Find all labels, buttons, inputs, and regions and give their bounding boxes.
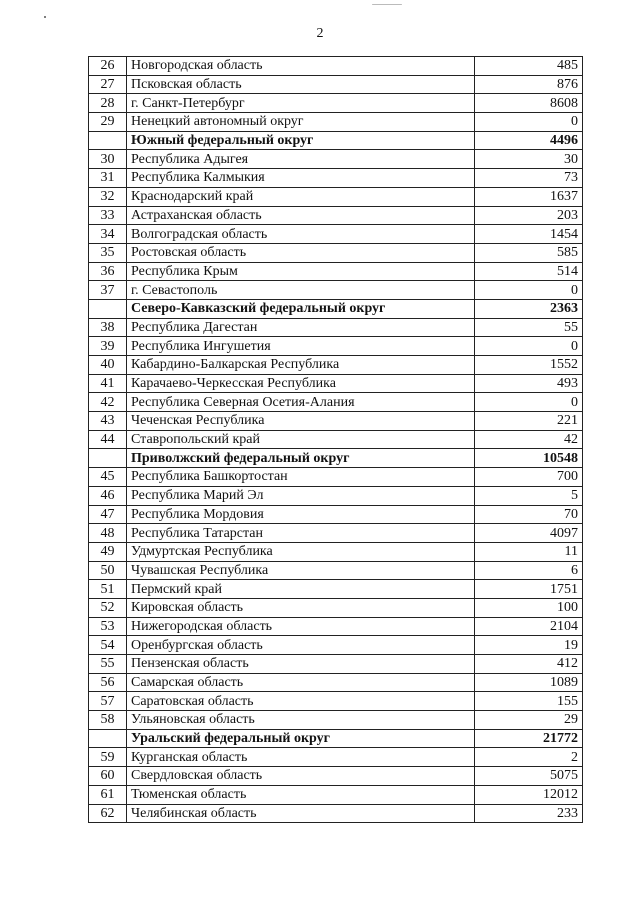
district-name: Приволжский федеральный округ xyxy=(127,449,475,468)
table-row xyxy=(89,113,583,132)
row-number: 47 xyxy=(89,505,127,524)
row-number: 32 xyxy=(89,187,127,206)
region-name: Удмуртская Республика xyxy=(127,542,475,561)
row-number: 50 xyxy=(89,561,127,580)
table-row xyxy=(89,785,583,804)
region-name: Челябинская область xyxy=(127,804,475,823)
table-row xyxy=(89,150,583,169)
scan-speck xyxy=(372,4,402,5)
region-name: Кабардино-Балкарская Республика xyxy=(127,356,475,375)
row-number: 58 xyxy=(89,711,127,730)
region-value: 1637 xyxy=(475,187,583,206)
district-row xyxy=(89,131,583,150)
row-number: 27 xyxy=(89,75,127,94)
row-number: 52 xyxy=(89,598,127,617)
region-name: Ростовская область xyxy=(127,243,475,262)
region-name: Республика Татарстан xyxy=(127,524,475,543)
district-name: Южный федеральный округ xyxy=(127,131,475,150)
region-name: Нижегородская область xyxy=(127,617,475,636)
district-total: 4496 xyxy=(475,131,583,150)
table-row xyxy=(89,187,583,206)
region-name: Астраханская область xyxy=(127,206,475,225)
region-value: 700 xyxy=(475,468,583,487)
region-name: Ставропольский край xyxy=(127,430,475,449)
table-row xyxy=(89,524,583,543)
row-number: 61 xyxy=(89,785,127,804)
table-row xyxy=(89,617,583,636)
region-name: Чувашская Республика xyxy=(127,561,475,580)
table-row xyxy=(89,75,583,94)
region-value: 42 xyxy=(475,430,583,449)
table-row xyxy=(89,580,583,599)
region-value: 485 xyxy=(475,57,583,76)
table-row xyxy=(89,262,583,281)
region-name: г. Санкт-Петербург xyxy=(127,94,475,113)
region-value: 0 xyxy=(475,337,583,356)
table-row xyxy=(89,430,583,449)
row-number: 42 xyxy=(89,393,127,412)
row-number xyxy=(89,449,127,468)
region-value: 11 xyxy=(475,542,583,561)
region-name: Псковская область xyxy=(127,75,475,94)
table-row xyxy=(89,655,583,674)
row-number: 37 xyxy=(89,281,127,300)
region-value: 5 xyxy=(475,486,583,505)
row-number: 46 xyxy=(89,486,127,505)
row-number xyxy=(89,131,127,150)
row-number: 57 xyxy=(89,692,127,711)
region-name: Самарская область xyxy=(127,673,475,692)
row-number: 40 xyxy=(89,356,127,375)
region-name: Курганская область xyxy=(127,748,475,767)
table-row xyxy=(89,318,583,337)
district-total: 21772 xyxy=(475,729,583,748)
region-value: 233 xyxy=(475,804,583,823)
region-value: 73 xyxy=(475,169,583,188)
row-number: 51 xyxy=(89,580,127,599)
page-number: 2 xyxy=(316,26,324,41)
table-row xyxy=(89,225,583,244)
table-row xyxy=(89,542,583,561)
region-name: Пензенская область xyxy=(127,655,475,674)
region-value: 493 xyxy=(475,374,583,393)
region-name: Пермский край xyxy=(127,580,475,599)
region-value: 0 xyxy=(475,113,583,132)
district-total: 2363 xyxy=(475,299,583,318)
region-value: 30 xyxy=(475,150,583,169)
row-number: 41 xyxy=(89,374,127,393)
region-value: 6 xyxy=(475,561,583,580)
region-value: 876 xyxy=(475,75,583,94)
table-row xyxy=(89,468,583,487)
region-name: Карачаево-Черкесская Республика xyxy=(127,374,475,393)
row-number: 29 xyxy=(89,113,127,132)
table-row xyxy=(89,636,583,655)
table-row xyxy=(89,598,583,617)
table-row xyxy=(89,206,583,225)
region-name: Республика Крым xyxy=(127,262,475,281)
regions-table-body xyxy=(89,57,583,823)
row-number: 30 xyxy=(89,150,127,169)
row-number: 43 xyxy=(89,412,127,431)
table-row xyxy=(89,57,583,76)
region-value: 1454 xyxy=(475,225,583,244)
table-row xyxy=(89,692,583,711)
regions-table xyxy=(88,56,583,823)
table-row xyxy=(89,486,583,505)
table-row xyxy=(89,804,583,823)
district-name: Уральский федеральный округ xyxy=(127,729,475,748)
region-name: Республика Мордовия xyxy=(127,505,475,524)
table-row xyxy=(89,412,583,431)
region-name: Саратовская область xyxy=(127,692,475,711)
region-name: Республика Адыгея xyxy=(127,150,475,169)
table-row xyxy=(89,374,583,393)
table-row xyxy=(89,337,583,356)
row-number: 53 xyxy=(89,617,127,636)
region-value: 2 xyxy=(475,748,583,767)
row-number: 59 xyxy=(89,748,127,767)
row-number: 35 xyxy=(89,243,127,262)
table-row xyxy=(89,243,583,262)
row-number: 39 xyxy=(89,337,127,356)
region-value: 1552 xyxy=(475,356,583,375)
table-row xyxy=(89,505,583,524)
region-value: 221 xyxy=(475,412,583,431)
table-row xyxy=(89,767,583,786)
scan-speck xyxy=(44,16,46,18)
region-value: 1089 xyxy=(475,673,583,692)
row-number: 62 xyxy=(89,804,127,823)
region-name: Кировская область xyxy=(127,598,475,617)
row-number: 36 xyxy=(89,262,127,281)
region-value: 203 xyxy=(475,206,583,225)
row-number: 60 xyxy=(89,767,127,786)
region-name: Оренбургская область xyxy=(127,636,475,655)
table-row xyxy=(89,393,583,412)
row-number: 48 xyxy=(89,524,127,543)
table-row xyxy=(89,281,583,300)
row-number: 33 xyxy=(89,206,127,225)
row-number: 54 xyxy=(89,636,127,655)
region-name: Республика Северная Осетия-Алания xyxy=(127,393,475,412)
region-value: 585 xyxy=(475,243,583,262)
region-value: 12012 xyxy=(475,785,583,804)
row-number: 45 xyxy=(89,468,127,487)
region-value: 155 xyxy=(475,692,583,711)
district-total: 10548 xyxy=(475,449,583,468)
district-row xyxy=(89,299,583,318)
district-row xyxy=(89,449,583,468)
region-value: 2104 xyxy=(475,617,583,636)
region-name: Ульяновская область xyxy=(127,711,475,730)
region-value: 8608 xyxy=(475,94,583,113)
region-name: Краснодарский край xyxy=(127,187,475,206)
row-number: 26 xyxy=(89,57,127,76)
region-name: Республика Ингушетия xyxy=(127,337,475,356)
region-value: 1751 xyxy=(475,580,583,599)
table-row xyxy=(89,711,583,730)
region-name: г. Севастополь xyxy=(127,281,475,300)
region-name: Республика Марий Эл xyxy=(127,486,475,505)
region-value: 4097 xyxy=(475,524,583,543)
region-name: Новгородская область xyxy=(127,57,475,76)
region-value: 412 xyxy=(475,655,583,674)
region-name: Чеченская Республика xyxy=(127,412,475,431)
row-number: 55 xyxy=(89,655,127,674)
table-row xyxy=(89,169,583,188)
region-value: 29 xyxy=(475,711,583,730)
district-row xyxy=(89,729,583,748)
row-number: 49 xyxy=(89,542,127,561)
table-row xyxy=(89,356,583,375)
region-name: Свердловская область xyxy=(127,767,475,786)
region-value: 0 xyxy=(475,281,583,300)
district-name: Северо-Кавказский федеральный округ xyxy=(127,299,475,318)
region-value: 55 xyxy=(475,318,583,337)
row-number xyxy=(89,299,127,318)
table-row xyxy=(89,673,583,692)
table-row xyxy=(89,94,583,113)
region-value: 19 xyxy=(475,636,583,655)
row-number: 28 xyxy=(89,94,127,113)
region-name: Волгоградская область xyxy=(127,225,475,244)
region-name: Ненецкий автономный округ xyxy=(127,113,475,132)
region-name: Тюменская область xyxy=(127,785,475,804)
region-value: 70 xyxy=(475,505,583,524)
region-value: 514 xyxy=(475,262,583,281)
row-number: 31 xyxy=(89,169,127,188)
row-number: 38 xyxy=(89,318,127,337)
region-name: Республика Калмыкия xyxy=(127,169,475,188)
table-row xyxy=(89,561,583,580)
table-row xyxy=(89,748,583,767)
row-number: 44 xyxy=(89,430,127,449)
region-value: 0 xyxy=(475,393,583,412)
row-number: 56 xyxy=(89,673,127,692)
region-value: 5075 xyxy=(475,767,583,786)
region-name: Республика Башкортостан xyxy=(127,468,475,487)
row-number: 34 xyxy=(89,225,127,244)
row-number xyxy=(89,729,127,748)
region-name: Республика Дагестан xyxy=(127,318,475,337)
region-value: 100 xyxy=(475,598,583,617)
